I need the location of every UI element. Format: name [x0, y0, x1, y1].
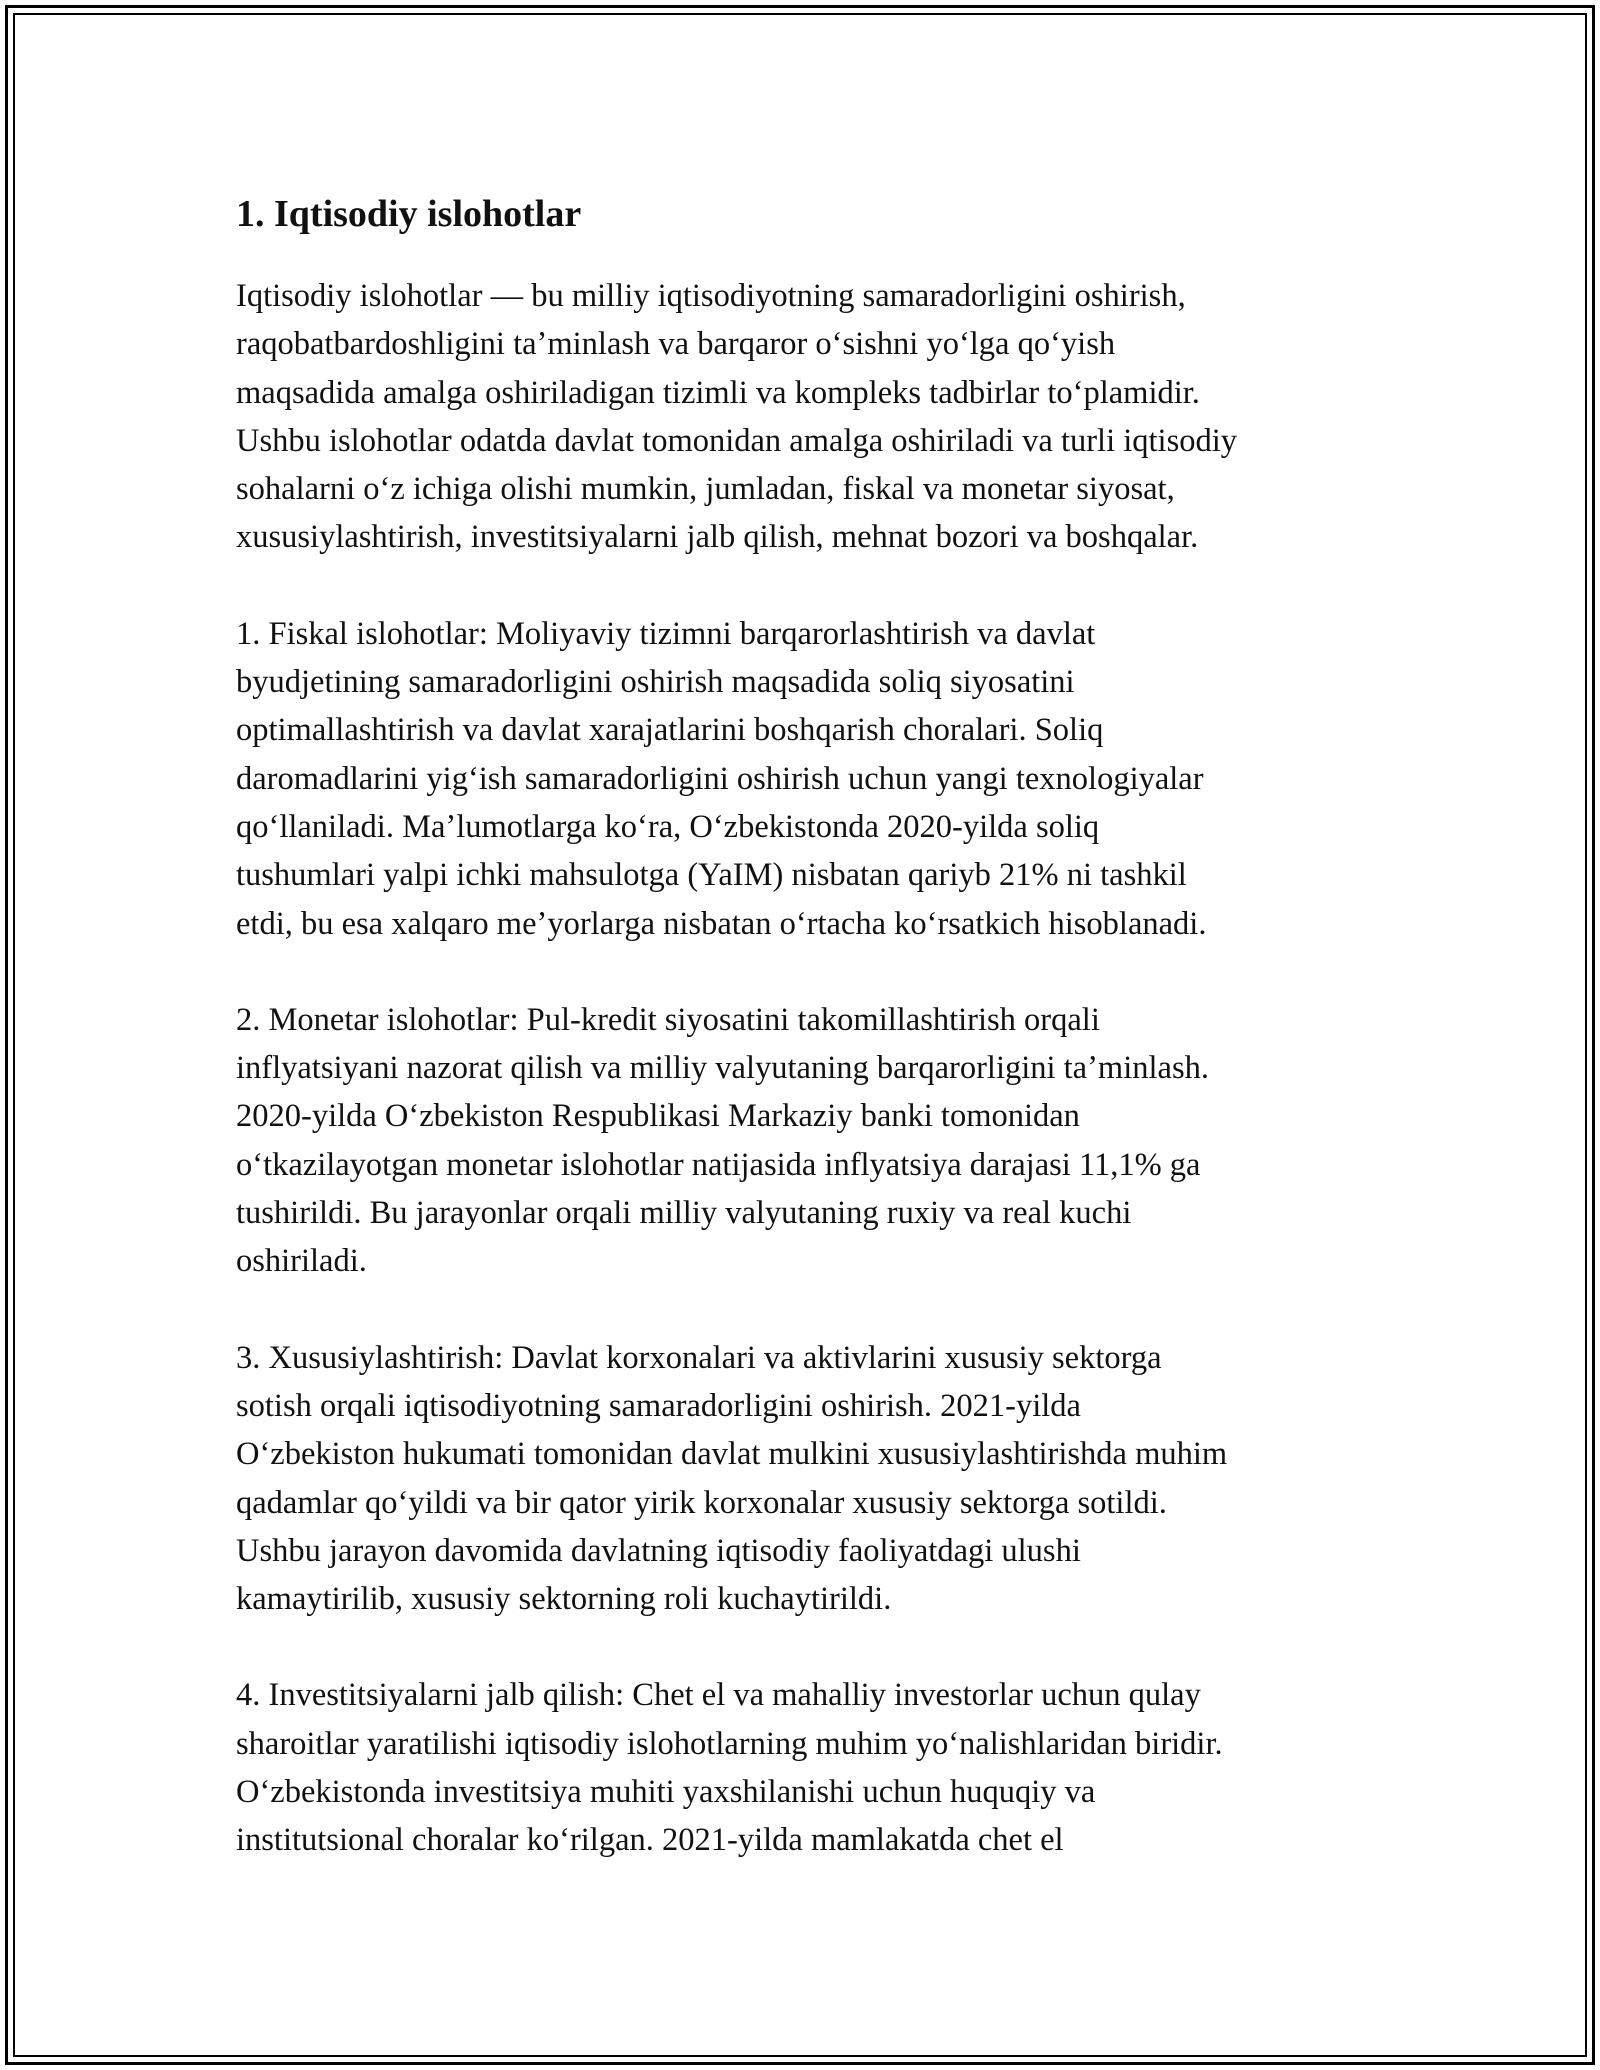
text-line: Iqtisodiy islohotlar — bu milliy iqtisodiyotning samaradorligini oshirish,	[236, 278, 1186, 314]
text-line: 2. Monetar islohotlar: Pul-kredit siyosatini takomillashtirish orqali	[236, 1001, 1100, 1038]
text-line: kamaytirilib, xususiy sektorning roli kuchaytirildi.	[236, 1581, 892, 1618]
text-line: Ushbu jarayon davomida davlatning iqtisodiy faoliyatdagi ulushi	[236, 1532, 1081, 1569]
text-line: 3. Xususiylashtirish: Davlat korxonalari va aktivlarini xususiy sektorga	[236, 1339, 1162, 1376]
text-line: qadamlar qoʻyildi va bir qator yirik korxonalar xususiy sektorga sotildi.	[236, 1484, 1167, 1521]
intro-paragraph	[236, 272, 1406, 562]
investment-paragraph	[236, 1671, 1406, 1864]
text-line: 4. Investitsiyalarni jalb qilish: Chet el va mahalliy investorlar uchun qulay	[236, 1677, 1201, 1714]
text-line: inflyatsiyani nazorat qilish va milliy valyutaning barqarorligini taʼminlash.	[236, 1050, 1209, 1087]
text-line: maqsadida amalga oshiriladigan tizimli va kompleks tadbirlar toʻplamidir.	[236, 374, 1200, 411]
text-line: sharoitlar yaratilishi iqtisodiy islohotlarning muhim yoʻnalishlaridan biridir.	[236, 1725, 1223, 1762]
text-line: tushumlari yalpi ichki mahsulotga (YaIM) nisbatan qariyb 21% ni tashkil	[236, 857, 1187, 894]
text-line: Oʻzbekistonda investitsiya muhiti yaxshilanishi uchun huquqiy va	[236, 1774, 1096, 1811]
document-body	[236, 186, 1406, 1913]
text-line: optimallashtirish va davlat xarajatlarini boshqarish choralari. Soliq	[236, 712, 1104, 749]
text-line: oʻtkazilayotgan monetar islohotlar natijasida inflyatsiya darajasi 11,1% ga	[236, 1146, 1201, 1183]
text-line: Ushbu islohotlar odatda davlat tomonidan amalga oshiriladi va turli iqtisodiy	[236, 422, 1238, 459]
text-line: sotish orqali iqtisodiyotning samaradorligini oshirish. 2021-yilda	[236, 1387, 1081, 1424]
text-line: etdi, bu esa xalqaro meʼyorlarga nisbatan oʻrtacha koʻrsatkich hisoblanadi.	[236, 905, 1207, 942]
text-line: qoʻllaniladi. Maʼlumotlarga koʻra, Oʻzbekistonda 2020-yilda soliq	[236, 808, 1100, 845]
fiscal-reforms-paragraph	[236, 610, 1406, 948]
text-line: daromadlarini yigʻish samaradorligini oshirish uchun yangi texnologiyalar	[236, 760, 1204, 797]
text-line: byudjetining samaradorligini oshirish maqsadida soliq siyosatini	[236, 664, 1075, 701]
text-line: 1. Fiskal islohotlar: Moliyaviy tizimni barqarorlashtirish va davlat	[236, 615, 1096, 652]
text-line: institutsional choralar koʻrilgan. 2021-yilda mamlakatda chet el	[236, 1822, 1064, 1859]
text-line: sohalarni oʻz ichiga olishi mumkin, jumladan, fiskal va monetar siyosat,	[236, 471, 1175, 508]
section-heading: 1. Iqtisodiy islohotlar	[236, 193, 582, 235]
text-line: raqobatbardoshligini taʼminlash va barqaror oʻsishni yoʻlga qoʻyish	[236, 326, 1116, 363]
text-line: oshiriladi.	[236, 1243, 367, 1280]
privatization-paragraph	[236, 1334, 1406, 1624]
text-line: 2020-yilda Oʻzbekiston Respublikasi Markaziy banki tomonidan	[236, 1098, 1080, 1135]
monetary-reforms-paragraph	[236, 996, 1406, 1286]
text-line: tushirildi. Bu jarayonlar orqali milliy valyutaning ruxiy va real kuchi	[236, 1195, 1132, 1232]
text-line: Oʻzbekiston hukumati tomonidan davlat mulkini xususiylashtirishda muhim	[236, 1436, 1228, 1473]
text-line: xususiylashtirish, investitsiyalarni jalb qilish, mehnat bozori va boshqalar.	[236, 519, 1199, 556]
